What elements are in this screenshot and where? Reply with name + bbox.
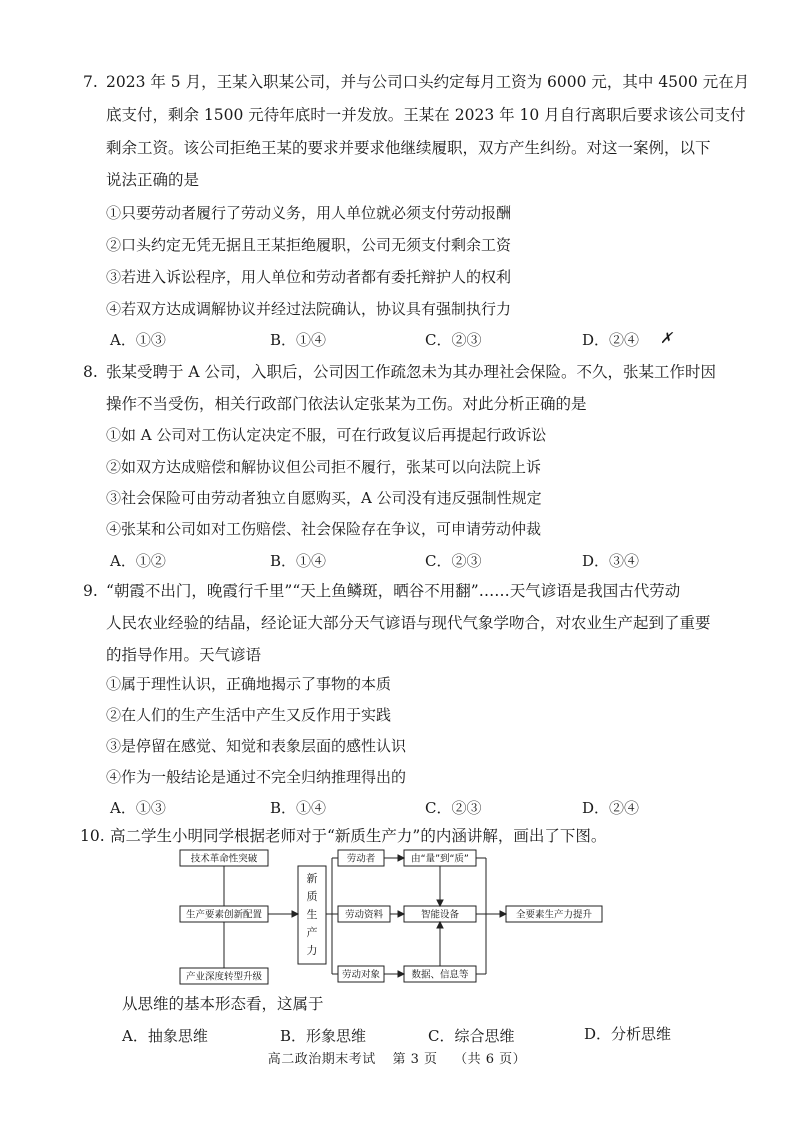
question-stem-line: 高二学生小明同学根据老师对于“新质生产力”的内涵讲解，画出了下图。 [110,827,607,845]
question-number: 9. [83,582,98,600]
question-stem-line: 2023 年 5 月，王某入职某公司，并与公司口头约定每月工资为 6000 元，其中 4500 元在月 [106,73,750,91]
question-number: 8. [83,363,98,381]
answer-choice-a[interactable]: A．抽象思维 [122,1027,208,1045]
question-stem-line: 说法正确的是 [106,171,200,189]
page-number: 第 3 页 [392,1052,438,1067]
answer-choice-a[interactable]: A．①③ [110,799,166,817]
diagram-label: 产业深度转型升级 [185,971,263,983]
statement-option: ③是停留在感觉、知觉和表象层面的感性认识 [106,737,407,755]
exam-title: 高二政治期末考试 [267,1052,376,1067]
diagram-label: 全要素生产力提升 [515,909,593,921]
answer-choice-c[interactable]: C．综合思维 [428,1027,515,1045]
statement-option: ②在人们的生产生活中产生又反作用于实践 [106,706,392,724]
statement-option: ④张某和公司如对工伤赔偿、社会保险存在争议，可申请劳动仲裁 [106,520,542,538]
answer-choice-b[interactable]: B．①④ [270,799,327,817]
diagram-label: 质 [306,890,318,903]
question-stem-line: 剩余工资。该公司拒绝王某的要求并要求他继续履职，双方产生纠纷。对这一案例，以下 [106,139,711,157]
question-stem-line: 人民农业经验的结晶，经论证大部分天气谚语与现代气象学吻合，对农业生产起到了重要 [106,614,711,632]
question-stem-line: 的指导作用。天气谚语 [106,646,262,664]
answer-choice-d[interactable]: D．②④ [582,799,640,817]
statement-option: ②如双方达成赔偿和解协议但公司拒不履行，张某可以向法院上诉 [106,458,542,476]
answer-choice-d[interactable]: D．②④ [582,331,640,349]
statement-option: ③若进入诉讼程序，用人单位和劳动者都有委托辩护人的权利 [106,268,512,286]
answer-choice-b[interactable]: B．①④ [270,331,327,349]
statement-option: ①如 A 公司对工伤认定决定不服，可在行政复议后再提起行政诉讼 [106,426,547,444]
answer-choice-c[interactable]: C．②③ [425,799,482,817]
diagram-label: 生 [306,908,318,921]
diagram-label: 技术革命性突破 [190,853,258,865]
answer-choice-d[interactable]: D．③④ [582,552,640,570]
answer-choice-a[interactable]: A．①② [110,552,166,570]
statement-option: ③社会保险可由劳动者独立自愿购买，A 公司没有违反强制性规定 [106,489,542,507]
answer-choice-c[interactable]: C．②③ [425,331,482,349]
answer-choice-c[interactable]: C．②③ [425,552,482,570]
diagram-label: 力 [306,944,318,957]
statement-option: ④作为一般结论是通过不完全归纳推理得出的 [106,768,407,786]
answer-choice-d[interactable]: D．分析思维 [584,1025,672,1043]
statement-option: ②口头约定无凭无据且王某拒绝履职，公司无须支付剩余工资 [106,236,512,254]
answer-choice-a[interactable]: A．①③ [110,331,166,349]
statement-option: ④若双方达成调解协议并经过法院确认，协议具有强制执行力 [106,300,512,318]
answer-choice-b[interactable]: B．①④ [270,552,327,570]
diagram-label: 劳动者 [346,853,376,865]
answer-choice-b[interactable]: B．形象思维 [280,1027,367,1045]
question-stem-line: 张某受聘于 A 公司，入职后，公司因工作疏忽未为其办理社会保险。不久，张某工作时因 [106,363,717,381]
question-stem-line: “朝霞不出门，晚霞行千里”“天上鱼鳞斑，晒谷不用翻”……天气谚语是我国古代劳动 [106,582,681,600]
page-footer [0,1048,794,1067]
diagram-label: 数据、信息等 [411,969,469,981]
question-number: 10. [80,827,105,845]
statement-option: ①属于理性认识，正确地揭示了事物的本质 [106,675,392,693]
diagram-label: 智能设备 [420,909,460,921]
diagram-label: 劳动对象 [341,969,381,981]
diagram-label: 劳动资料 [344,909,384,921]
handwritten-cross-mark: ✗ [660,329,673,347]
new-productivity-diagram [170,840,620,990]
question-stem-line: 操作不当受伤，相关行政部门依法认定张某为工伤。对此分析正确的是 [106,395,587,413]
question-stem-line: 底支付，剩余 1500 元待年底时一并发放。王某在 2023 年 10 月自行离职后要求该公司支付 [106,106,746,124]
statement-option: ①只要劳动者履行了劳动义务，用人单位就必须支付劳动报酬 [106,204,512,222]
diagram-label: 产 [306,926,318,939]
total-pages: （共 6 页） [454,1052,527,1067]
question-number: 7. [83,73,98,91]
question-prompt: 从思维的基本形态看，这属于 [122,995,324,1013]
diagram-label: 生产要素创新配置 [185,909,263,921]
diagram-label: 由“量”到“质” [411,853,469,865]
diagram-label: 新 [306,872,318,885]
